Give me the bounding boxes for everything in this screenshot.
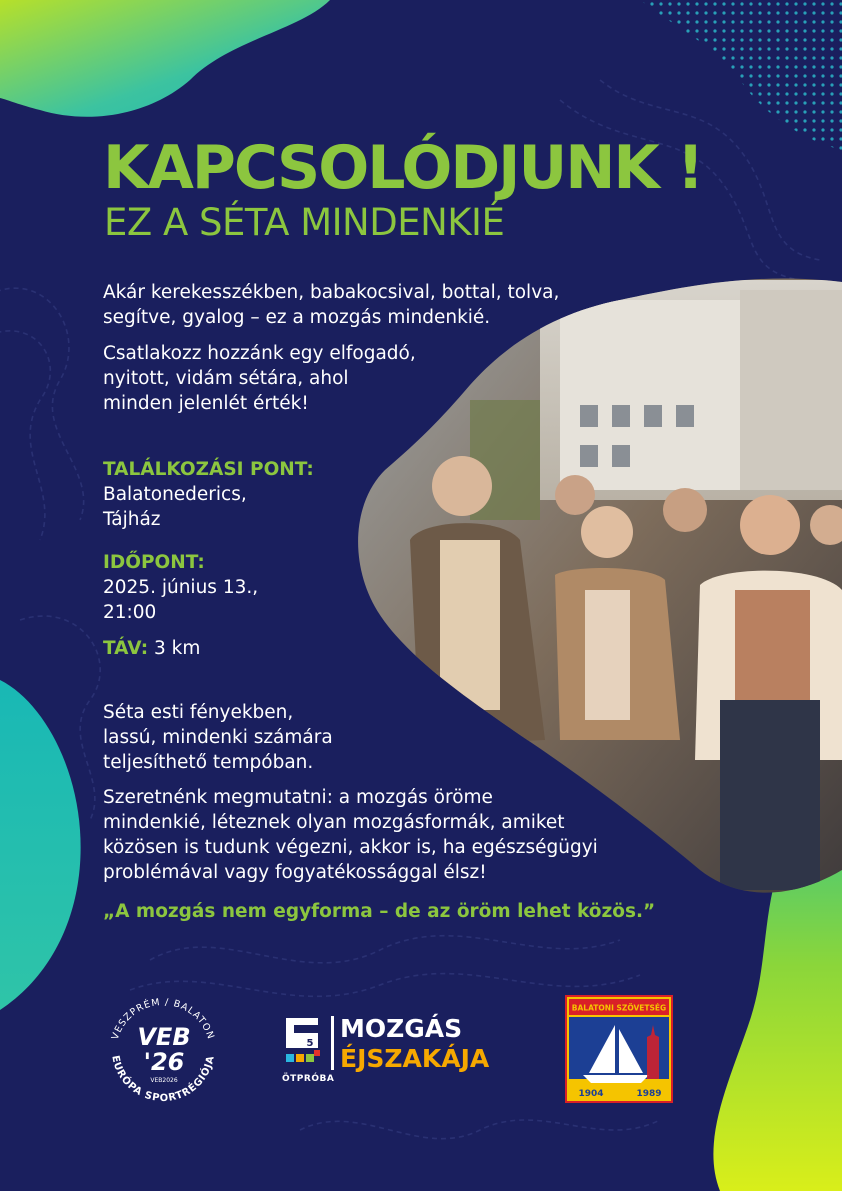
bsz-name: BALATONI SZÖVETSÉG <box>571 1003 667 1013</box>
intro-line: segítve, gyalog – ez a mozgás mindenkié. <box>103 307 491 328</box>
distance-label: TÁV: <box>103 638 149 659</box>
walk-line: Séta esti fényekben, <box>103 702 294 723</box>
mozgas-line2: ÉJSZAKÁJA <box>340 1044 490 1073</box>
mozgas-line1: MOZGÁS <box>340 1014 463 1043</box>
intro-line: Akár kerekesszékben, babakocsival, bottal, tolva, <box>103 282 560 303</box>
bsz-year-start: 1904 <box>578 1089 604 1099</box>
otproba-label: ÖTPRÓBA <box>282 1074 335 1084</box>
intro-text <box>103 280 559 330</box>
veb-mark-line1: VEB <box>137 1023 191 1051</box>
invite-line: Csatlakozz hozzánk egy elfogadó, <box>103 343 416 364</box>
otproba-mark-glyph: 5 <box>306 1038 314 1049</box>
logo-divider <box>331 1016 334 1070</box>
veb-small: VEB2026 <box>150 1077 178 1084</box>
otproba-mark <box>282 1016 322 1068</box>
page-subtitle: EZ A SÉTA MINDENKIÉ <box>104 201 505 244</box>
meeting-label: TALÁLKOZÁSI PONT: <box>103 459 314 480</box>
message-line: mindenkié, léteznek olyan mozgásformák, amiket <box>103 812 565 833</box>
message-line: Szeretnénk megmutatni: a mozgás öröme <box>103 787 493 808</box>
message-line: közösen is tudunk végezni, akkor is, ha egészségügyi <box>103 837 598 858</box>
mozgas-ejszakaja-logo <box>282 1016 522 1086</box>
walk-line: teljesíthető tempóban. <box>103 752 314 773</box>
balatoni-szovetseg-logo <box>565 995 673 1103</box>
walk-line: lassú, mindenki számára <box>103 727 333 748</box>
invite-text <box>103 341 416 416</box>
time-line: 21:00 <box>103 602 157 623</box>
time-block <box>103 550 258 625</box>
bsz-year-end: 1989 <box>636 1089 662 1099</box>
veb-mark-line2: '26 <box>143 1048 185 1076</box>
veb-arc-bottom: EURÓPA SPORTRÉGIÓJA <box>109 1054 217 1102</box>
meeting-block <box>103 457 314 532</box>
veb-2026-logo <box>98 990 228 1102</box>
veb-arc-top: VESZPRÉM / BALATON <box>109 996 217 1042</box>
page-title: KAPCSOLÓDJUNK ! <box>103 133 703 203</box>
distance-value: 3 km <box>148 638 201 659</box>
meeting-line: Tájház <box>103 509 161 530</box>
time-label: IDŐPONT: <box>103 552 205 573</box>
invite-line: nyitott, vidám sétára, ahol <box>103 368 349 389</box>
quote-text: „A mozgás nem egyforma – de az öröm lehet közös.” <box>103 901 656 922</box>
invite-line: minden jelenlét érték! <box>103 393 309 414</box>
walk-text <box>103 700 333 775</box>
distance-block <box>103 636 200 661</box>
message-text <box>103 785 598 885</box>
message-line: problémával vagy fogyatékossággal élsz! <box>103 862 487 883</box>
time-line: 2025. június 13., <box>103 577 259 598</box>
meeting-line: Balatonederics, <box>103 484 247 505</box>
